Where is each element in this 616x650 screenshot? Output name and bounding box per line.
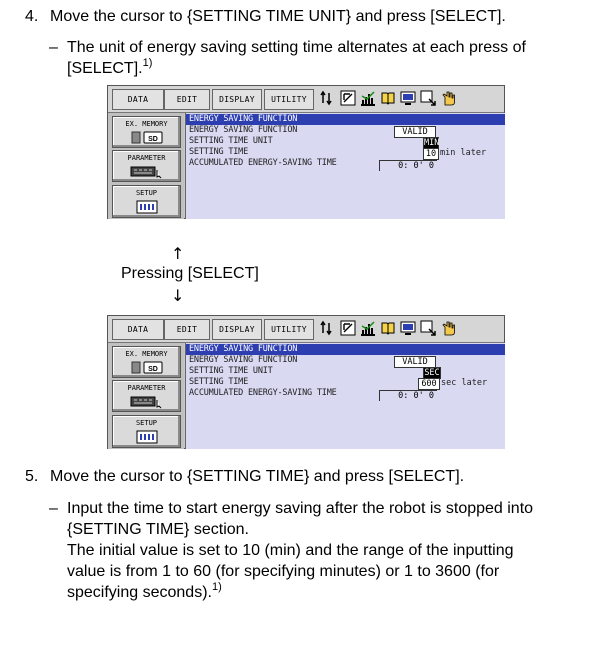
parameter-label: PARAMETER (127, 154, 166, 162)
edit-screen-icon[interactable] (340, 320, 356, 336)
function-value-field[interactable]: VALID (394, 356, 436, 368)
menu-utility[interactable]: UTILITY (264, 89, 314, 110)
left-panel (108, 343, 184, 449)
ex-memory-button[interactable] (112, 116, 181, 148)
step-text: Move the cursor to {SETTING TIME} and press [SELECT]. (50, 468, 465, 485)
label-setting-time: SETTING TIME (189, 377, 249, 387)
parameter-button[interactable] (112, 150, 181, 182)
step-number: 5. (25, 468, 39, 485)
hand-icon[interactable] (440, 320, 456, 336)
menu-edit[interactable]: EDIT (164, 319, 210, 340)
time-suffix: min later (440, 148, 487, 158)
sd-text: SD (147, 136, 158, 143)
parameter-icon (127, 165, 167, 179)
label-accumulated-time: ACCUMULATED ENERGY-SAVING TIME (189, 388, 337, 398)
panel-header: ENERGY SAVING FUNCTION (186, 114, 505, 125)
footnote-ref: 1) (211, 581, 222, 593)
setup-icon (136, 200, 158, 214)
left-panel (108, 113, 184, 219)
accumulated-value: 0: 0' 0 (379, 390, 437, 401)
parameter-button[interactable] (112, 380, 181, 412)
time-value-field[interactable]: 600 (418, 378, 440, 390)
ex-memory-label: EX. MEMORY (125, 350, 168, 358)
arrow-down: ↓ (171, 286, 185, 305)
signal-chart-icon[interactable] (360, 90, 376, 106)
sd-card-icon (130, 361, 164, 374)
menu-utility[interactable]: UTILITY (264, 319, 314, 340)
setup-button[interactable] (112, 415, 181, 448)
menu-edit[interactable]: EDIT (164, 89, 210, 110)
parameter-icon (127, 395, 167, 409)
edit-screen-icon[interactable] (340, 90, 356, 106)
note-line-2-wrap (67, 58, 152, 79)
menu-display[interactable]: DISPLAY (212, 89, 262, 110)
pendant-screen-sec (107, 315, 505, 449)
note-line-2: {SETTING TIME} section. (67, 521, 249, 538)
unit-value-field[interactable]: MIN (424, 138, 440, 148)
note-line-2: [SELECT]. (67, 60, 143, 77)
step-number: 4. (25, 8, 39, 25)
panel-header: ENERGY SAVING FUNCTION (186, 344, 505, 355)
note-dash: – (49, 39, 58, 56)
parameter-label: PARAMETER (127, 384, 166, 392)
pendant-screen-min (107, 85, 505, 219)
book-icon[interactable] (380, 90, 396, 106)
label-setting-time-unit: SETTING TIME UNIT (189, 136, 273, 146)
label-setting-time: SETTING TIME (189, 147, 249, 157)
note-line-4: value is from 1 to 60 (for specifying minutes) or 1 to 3600 (for (67, 563, 500, 580)
setup-label: SETUP (135, 419, 158, 427)
label-setting-time-unit: SETTING TIME UNIT (189, 366, 273, 376)
note-line-5: specifying seconds). (67, 584, 212, 601)
signal-chart-icon[interactable] (360, 320, 376, 336)
ex-memory-label: EX. MEMORY (125, 120, 168, 128)
sd-text: SD (147, 366, 158, 373)
arrow-up: ↑ (171, 244, 185, 263)
window-down-icon[interactable] (420, 320, 436, 336)
label-accumulated-time: ACCUMULATED ENERGY-SAVING TIME (189, 158, 337, 168)
note-dash: – (49, 500, 58, 517)
main-panel (185, 343, 505, 449)
time-suffix: sec later (441, 378, 488, 388)
toolbar-icons (320, 318, 456, 339)
hand-icon[interactable] (440, 90, 456, 106)
main-panel (185, 113, 505, 219)
monitor-icon[interactable] (400, 320, 416, 336)
sort-arrows-icon[interactable] (320, 90, 336, 106)
note-line-1: The unit of energy saving setting time alternates at each press of (67, 39, 526, 56)
menu-display[interactable]: DISPLAY (212, 319, 262, 340)
label-energy-saving-function: ENERGY SAVING FUNCTION (189, 355, 298, 365)
footnote-ref: 1) (142, 57, 153, 69)
label-energy-saving-function: ENERGY SAVING FUNCTION (189, 125, 298, 135)
menu-data[interactable]: DATA (112, 319, 164, 340)
note-line-3: The initial value is set to 10 (min) and the range of the inputting (67, 542, 514, 559)
menu-data[interactable]: DATA (112, 89, 164, 110)
accumulated-value: 0: 0' 0 (379, 160, 437, 171)
window-down-icon[interactable] (420, 90, 436, 106)
function-value-field[interactable]: VALID (394, 126, 436, 138)
sd-card-icon (130, 131, 164, 144)
monitor-icon[interactable] (400, 90, 416, 106)
setup-button[interactable] (112, 185, 181, 218)
menu-bar (108, 86, 504, 113)
pressing-select-label: Pressing [SELECT] (121, 265, 259, 282)
note-line-1: Input the time to start energy saving after the robot is stopped into (67, 500, 534, 517)
step-text: Move the cursor to {SETTING TIME UNIT} and press [SELECT]. (50, 8, 506, 25)
book-icon[interactable] (380, 320, 396, 336)
setup-label: SETUP (135, 189, 158, 197)
setup-icon (136, 430, 158, 444)
note-line-5-wrap (67, 582, 222, 603)
menu-bar (108, 316, 504, 343)
time-value-field[interactable]: 10 (423, 148, 439, 160)
sort-arrows-icon[interactable] (320, 320, 336, 336)
toolbar-icons (320, 88, 456, 109)
ex-memory-button[interactable] (112, 346, 181, 378)
unit-value-field[interactable]: SEC (424, 368, 440, 378)
